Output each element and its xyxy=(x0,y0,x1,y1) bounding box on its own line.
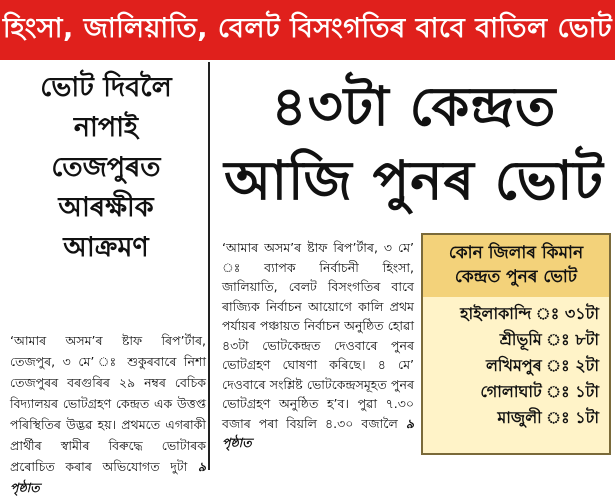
district-row: মাজুলী ঃ ১টা xyxy=(497,408,599,427)
district-list xyxy=(423,297,609,431)
box-title-line: কোন জিলাৰ কিমান xyxy=(448,243,584,263)
main-continued-ref: ৯ পৃষ্ঠাত xyxy=(222,415,414,450)
main-headline-line: ৪৩টা কেন্দ্ৰত xyxy=(271,75,557,138)
left-article xyxy=(0,62,208,495)
left-headline-line: নাপাই xyxy=(73,112,139,143)
left-headline xyxy=(8,68,204,268)
box-title-line: কেন্দ্ৰত পুনৰ ভোট xyxy=(454,267,578,287)
left-continued-ref: ৯ পৃষ্ঠাত xyxy=(10,459,206,495)
district-revote-box xyxy=(421,233,611,455)
left-headline-line: আৰক্ষীক xyxy=(58,192,154,223)
main-article-body xyxy=(222,238,414,453)
column-divider xyxy=(208,62,210,470)
left-headline-line: আক্ৰমণ xyxy=(63,232,149,263)
district-row: শ্ৰীভূমি ঃ ৮টা xyxy=(499,330,599,349)
main-headline-line: আজি পুনৰ ভোট xyxy=(224,149,604,212)
left-headline-line: ভোট দিবলৈ xyxy=(40,72,172,103)
main-headline xyxy=(214,70,614,218)
left-article-body xyxy=(10,330,206,498)
district-row: গোলাঘাট ঃ ১টা xyxy=(480,382,599,401)
district-row: হাইলাকান্দি ঃ ৩১টা xyxy=(460,304,599,323)
district-row: লখিমপুৰ ঃ ২টা xyxy=(485,356,599,375)
top-banner xyxy=(0,0,615,60)
left-body-text: ‘আমাৰ অসম’ৰ ষ্টাফ ৰিপ’ৰ্টাৰ, তেজপুৰ, ৩ মে’ ঃ শুকুৰবাৰে নিশা তেজপুৰৰ বৰগুৰিৰ ২৯ নম্বৰ বেচিক বিদ্যালয়ৰ ভোটগ্ৰহণ কেন্দ্ৰত এক উত্তপ্ত পৰিস্থিতিৰ উদ্ভৱ হয়। প্ৰথমতে এগৰাকী প্ৰাৰ্থীৰ স্বামীৰ বিৰুদ্ধে ভোটাৰক প্ৰৰোচিত কৰাৰ অভিযোগত দুটা xyxy=(10,333,206,474)
box-title xyxy=(423,235,609,297)
left-headline-line: তেজপুৰত xyxy=(51,152,161,183)
banner-headline: হিংসা, জালিয়াতি, বেলট বিসংগতিৰ বাবে বাতিল ভোট xyxy=(2,12,613,44)
main-body-text: ‘আমাৰ অসম’ৰ ষ্টাফ ৰিপ’ৰ্টাৰ, ৩ মে’ ঃ ব্যাপক নিৰ্বাচনী হিংসা, জালিয়াতি, বেলট বিসংগতিৰ বাবে ৰাজ্যিক নিৰ্বাচন আয়োগে কালি প্ৰথম পৰ্যায়ৰ পঞ্চায়ত নিৰ্বাচন অনুষ্ঠিত হোৱা ৪৩টা ভোটকেন্দ্ৰত দেওবাৰে পুনৰ ভোটগ্ৰহণ ঘোষণা কৰিছে। ৪ মে’ দেওবাৰে সংশ্লিষ্ট ভোটকেন্দ্ৰসমূহত পুনৰ ভোটগ্ৰহণ অনুষ্ঠিত হ’ব। পুৱা ৭.৩০ বজাৰ পৰা বিয়লি ৪.৩০ বজালৈ xyxy=(222,240,414,431)
